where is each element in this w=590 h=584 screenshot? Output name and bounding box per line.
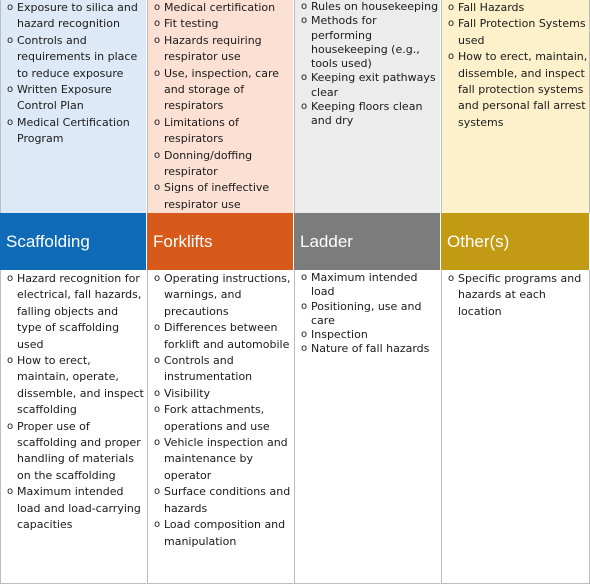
scaffolding-topic-list: [1, 271, 146, 534]
list-item: o Controls and instrumentation: [154, 353, 293, 386]
list-item: o Operating instructions, warnings, and precautions: [154, 271, 293, 320]
respirator-topic-list: [148, 0, 293, 213]
list-item: o Fork attachments, operations and use: [154, 402, 293, 435]
list-item: o Vehicle inspection and maintenance by operator: [154, 435, 293, 484]
others-header: Other(s): [441, 213, 590, 270]
list-item: o Fit testing: [154, 16, 293, 32]
list-item: o Exposure to silica and hazard recognition: [7, 0, 146, 33]
list-item: o Hazards requiring respirator use: [154, 33, 293, 66]
list-item: o Nature of fall hazards: [301, 342, 440, 356]
list-item: o Fall Protection Systems used: [448, 16, 589, 49]
list-item: o Positioning, use and care: [301, 300, 440, 329]
silica-topic-list: [1, 0, 146, 148]
fall-protection-topic-list: [442, 0, 589, 131]
list-item: o Signs of ineffective respirator use: [154, 180, 293, 213]
list-item: o Maximum intended load and load-carrying capacities: [7, 484, 146, 533]
list-item: o Keeping exit pathways clear: [301, 71, 440, 100]
list-item: o Specific programs and hazards at each location: [448, 271, 589, 320]
list-item: o Written Exposure Control Plan: [7, 82, 146, 115]
forklifts-header: Forklifts: [147, 213, 294, 270]
housekeeping-topics-cell: [294, 0, 441, 213]
housekeeping-topic-list: [295, 0, 440, 129]
list-item: o Keeping floors clean and dry: [301, 100, 440, 129]
ladder-header: Ladder: [294, 213, 441, 270]
scaffolding-header: Scaffolding: [0, 213, 147, 270]
others-topics-cell: [441, 270, 590, 584]
ladder-topics-cell: [294, 270, 441, 584]
ladder-topic-list: [295, 271, 440, 357]
top-row: [0, 0, 590, 213]
fall-protection-topics-cell: [441, 0, 590, 213]
bottom-row: [0, 270, 590, 584]
list-item: o Fall Hazards: [448, 0, 589, 16]
silica-topics-cell: [0, 0, 147, 213]
list-item: o Donning/doffing respirator: [154, 148, 293, 181]
list-item: o Use, inspection, care and storage of respirators: [154, 66, 293, 115]
others-topic-list: [442, 271, 589, 320]
forklifts-topics-cell: [147, 270, 294, 584]
respirator-topics-cell: [147, 0, 294, 213]
list-item: o Medical certification: [154, 0, 293, 16]
list-item: o Rules on housekeeping: [301, 0, 440, 14]
list-item: o Methods for performing housekeeping (e.g., tools used): [301, 14, 440, 71]
list-item: o Medical Certification Program: [7, 115, 146, 148]
forklifts-topic-list: [148, 271, 293, 550]
list-item: o Inspection: [301, 328, 440, 342]
list-item: o How to erect, maintain, operate, dissemble, and inspect scaffolding: [7, 353, 146, 419]
list-item: o Limitations of respirators: [154, 115, 293, 148]
list-item: o Maximum intended load: [301, 271, 440, 300]
list-item: o Differences between forklift and automobile: [154, 320, 293, 353]
list-item: o Proper use of scaffolding and proper handling of materials on the scaffolding: [7, 419, 146, 485]
list-item: o Visibility: [154, 386, 293, 402]
list-item: o Load composition and manipulation: [154, 517, 293, 550]
scaffolding-topics-cell: [0, 270, 147, 584]
list-item: o Hazard recognition for electrical, fall hazards, falling objects and type of scaffolding used: [7, 271, 146, 353]
list-item: o Controls and requirements in place to reduce exposure: [7, 33, 146, 82]
list-item: o How to erect, maintain, dissemble, and inspect fall protection systems and personal fall arrest systems: [448, 49, 589, 131]
header-row: [0, 213, 590, 270]
list-item: o Surface conditions and hazards: [154, 484, 293, 517]
